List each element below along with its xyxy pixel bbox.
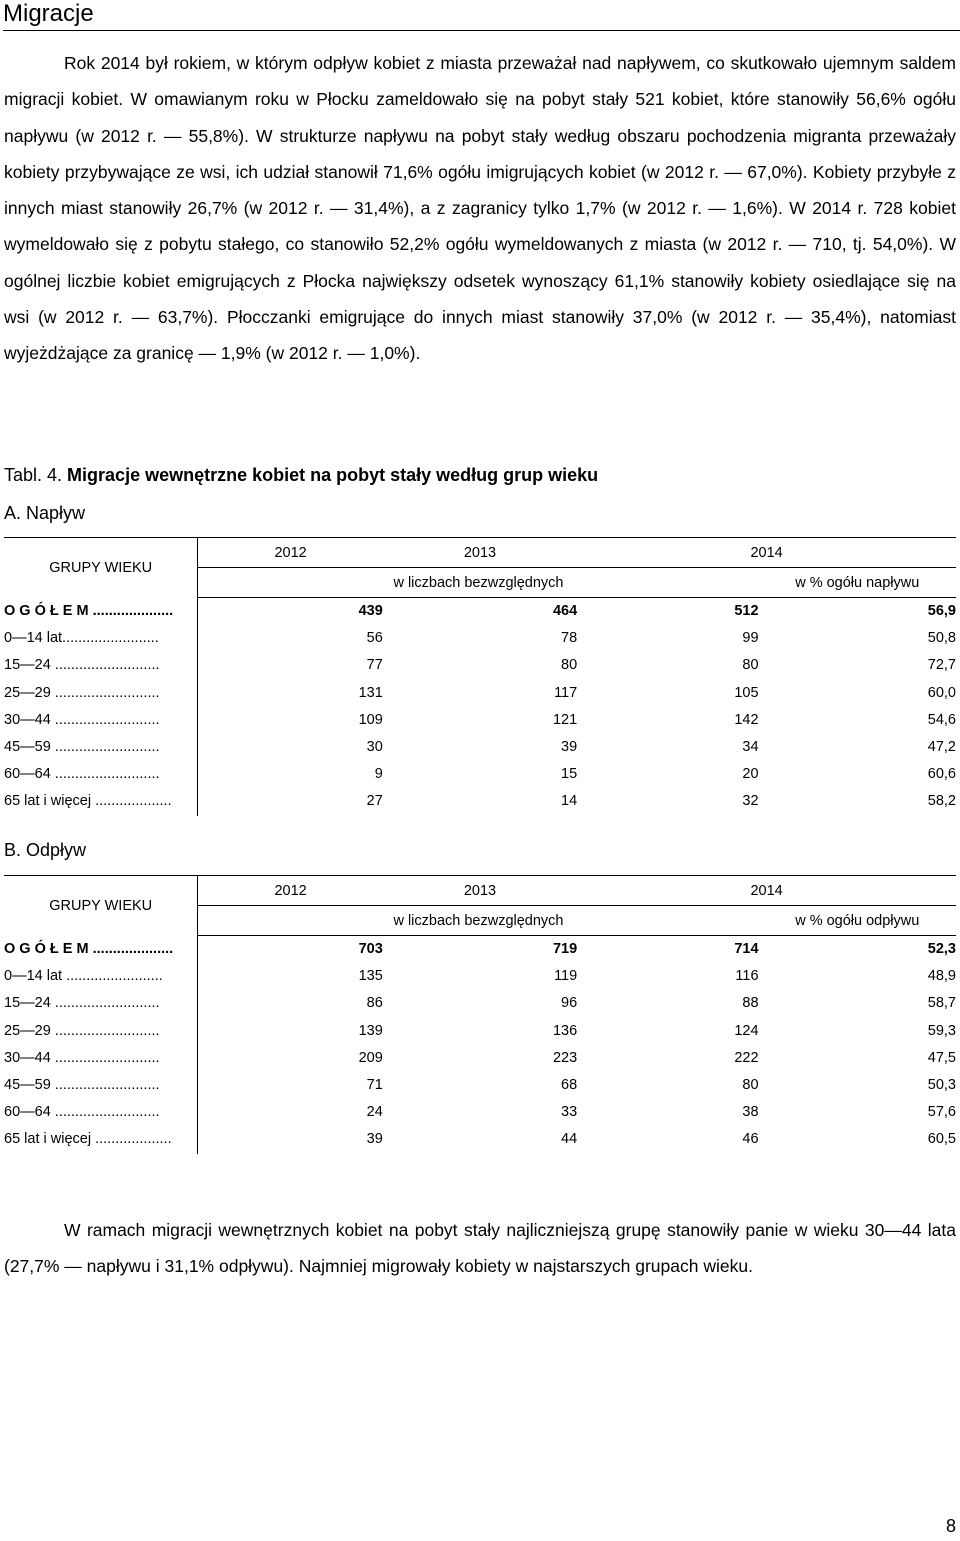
- age-group-label: 25—29 ..........................: [4, 680, 198, 707]
- value-2013: 719: [552, 941, 578, 957]
- age-group-header: GRUPY WIEKU: [4, 876, 198, 936]
- year-header: 2012: [198, 876, 383, 906]
- table-b-label: B. Odpływ: [4, 840, 87, 860]
- age-group-label: O G Ó Ł E M ....................: [4, 936, 198, 964]
- value-2012: 30: [366, 739, 383, 756]
- value-2013: 68: [561, 1077, 578, 1094]
- age-group-label: 15—24 ..........................: [4, 652, 198, 679]
- table-row: [4, 1045, 956, 1072]
- inflow-table: [4, 537, 956, 816]
- age-group-label: 60—64 ..........................: [4, 1099, 198, 1126]
- value-2012: 135: [358, 968, 383, 985]
- value-2012: 56: [366, 630, 383, 647]
- value-2014-percent: 47,5: [927, 1049, 956, 1066]
- value-2013: 14: [561, 793, 578, 810]
- value-2014-percent: 50,8: [927, 630, 956, 647]
- percent-units-header: w % ogółu odpływu: [759, 906, 956, 936]
- table-row: [4, 707, 956, 734]
- value-2012: 703: [358, 941, 383, 957]
- table-caption: Migracje wewnętrzne kobiet na pobyt stały według grup wieku: [67, 465, 599, 485]
- value-2012: 131: [358, 684, 383, 701]
- age-group-header: GRUPY WIEKU: [4, 538, 198, 598]
- value-2013: 117: [554, 684, 578, 701]
- value-2013: 464: [552, 603, 578, 619]
- value-2014-percent: 47,2: [927, 739, 956, 756]
- value-2014-percent: 58,7: [927, 995, 956, 1012]
- outflow-table: [4, 875, 956, 1154]
- value-2014-percent: 56,9: [927, 603, 956, 619]
- value-2012: 139: [358, 1022, 383, 1039]
- value-2013: 80: [561, 657, 578, 674]
- value-2012: 209: [358, 1049, 383, 1066]
- value-2013: 121: [552, 711, 578, 728]
- value-2012: 9: [374, 766, 383, 783]
- outflow-table-body: [4, 936, 956, 1154]
- absolute-units-header: w liczbach bezwzględnych: [198, 906, 759, 936]
- intro-paragraph-text: Rok 2014 był rokiem, w którym odpływ kobiet z miasta przeważał nad napływem, co skutkowało ujemnym saldem migracji kobiet. W omawianym roku w Płocku zameldowało się na pobyt stały 521 kobiet, które stanowiły 56,6% ogółu napływu (w 2012 r. — 55,8%). W strukturze napływu na pobyt stały według obszaru pochodzenia migranta przeważały kobiety przybywające ze wsi, ich udział stanowił 71,6% ogółu imigrujących kobiet (w 2012 r. — 67,0%). Kobiety przybyłe z innych miast stanowiły 26,7% (w 2012 r. — 31,4%), a z zagranicy tylko 1,7% (w 2012 r. — 1,6%). W 2014 r. 728 kobiet wymeldowało się z pobytu stałego, co stanowiło 52,2% ogółu wymeldowanych z miasta (w 2012 r. — 710, tj. 54,0%). W ogólnej liczbie kobiet emigrujących z Płocka największy odsetek wynoszący 61,1% stanowiły kobiety osiedlające się na wsi (w 2012 r. — 63,7%). Płocczanki emigrujące do innych miast stanowiły 37,0% (w 2012 r. — 35,4%), natomiast wyjeżdżające za granicę — 1,9% (w 2012 r. — 1,0%).: [4, 53, 956, 364]
- age-group-label: 45—59 ..........................: [4, 1072, 198, 1099]
- age-group-label: 65 lat i więcej ...................: [4, 788, 198, 815]
- age-group-label: 25—29 ..........................: [4, 1018, 198, 1045]
- table-a-label: A. Napływ: [4, 503, 86, 523]
- value-2014-percent: 48,9: [927, 968, 956, 985]
- value-2014: 46: [742, 1131, 759, 1148]
- value-2014: 34: [742, 739, 759, 756]
- value-2014-percent: 60,0: [927, 684, 956, 701]
- value-2013: 223: [552, 1049, 578, 1066]
- table-row: [4, 1018, 956, 1045]
- table-row: [4, 788, 956, 815]
- table-row: [4, 1072, 956, 1099]
- value-2012: 109: [358, 711, 383, 728]
- table-row: [4, 990, 956, 1017]
- age-group-label: O G Ó Ł E M ....................: [4, 598, 198, 626]
- value-2014-percent: 52,3: [927, 941, 956, 957]
- value-2014: 142: [734, 711, 759, 728]
- page-number: 8: [945, 1516, 956, 1536]
- value-2014-percent: 72,7: [927, 657, 956, 674]
- value-2013: 44: [561, 1131, 578, 1148]
- age-group-label: 0—14 lat ........................: [4, 963, 198, 990]
- value-2013: 96: [561, 995, 578, 1012]
- value-2014-percent: 57,6: [927, 1104, 956, 1121]
- value-2012: 27: [366, 793, 383, 810]
- table-row: [4, 963, 956, 990]
- inflow-table-body: [4, 598, 956, 816]
- year-header: 2012: [198, 538, 383, 568]
- value-2014-percent: 60,5: [927, 1131, 956, 1148]
- value-2014-percent: 60,6: [927, 766, 956, 783]
- value-2012: 71: [366, 1077, 383, 1094]
- value-2014-percent: 59,3: [927, 1022, 956, 1039]
- value-2012: 77: [366, 657, 383, 674]
- value-2013: 119: [554, 968, 578, 985]
- value-2014: 222: [734, 1049, 759, 1066]
- value-2014: 20: [742, 766, 759, 783]
- table-row: [4, 652, 956, 679]
- value-2014: 124: [734, 1022, 759, 1039]
- age-group-label: 65 lat i więcej ...................: [4, 1126, 198, 1153]
- value-2014: 32: [742, 793, 759, 810]
- value-2013: 78: [561, 630, 578, 647]
- year-header: 2013: [383, 538, 577, 568]
- age-group-label: 45—59 ..........................: [4, 734, 198, 761]
- value-2014-percent: 54,6: [927, 711, 956, 728]
- value-2013: 136: [552, 1022, 578, 1039]
- value-2012: 86: [366, 995, 383, 1012]
- table-row: [4, 1099, 956, 1126]
- value-2014: 38: [742, 1104, 759, 1121]
- summary-paragraph-text: W ramach migracji wewnętrznych kobiet na pobyt stały najliczniejszą grupę stanowiły panie w wieku 30—44 lata (27,7% — napływu i 31,1% odpływu). Najmniej migrowały kobiety w najstarszych grupach wieku.: [4, 1220, 956, 1277]
- value-2014: 512: [734, 603, 759, 619]
- table-row: [4, 734, 956, 761]
- value-2014: 88: [742, 995, 759, 1012]
- table-row: [4, 680, 956, 707]
- summary-paragraph: [4, 1212, 956, 1285]
- table-row: [4, 761, 956, 788]
- year-header: 2014: [577, 538, 956, 568]
- age-group-label: 30—44 ..........................: [4, 707, 198, 734]
- percent-units-header: w % ogółu napływu: [759, 568, 956, 598]
- table-total-row: [4, 936, 956, 964]
- value-2013: 15: [561, 766, 578, 783]
- value-2014: 116: [735, 968, 759, 985]
- year-header: 2014: [577, 876, 956, 906]
- table-title: [4, 463, 598, 487]
- value-2012: 24: [366, 1104, 383, 1121]
- value-2014: 80: [742, 657, 759, 674]
- table-row: [4, 625, 956, 652]
- absolute-units-header: w liczbach bezwzględnych: [198, 568, 759, 598]
- intro-paragraph: [4, 45, 956, 372]
- value-2014: 99: [742, 630, 759, 647]
- value-2014-percent: 50,3: [927, 1077, 956, 1094]
- value-2014: 80: [742, 1077, 759, 1094]
- value-2014-percent: 58,2: [927, 793, 956, 810]
- value-2013: 39: [561, 739, 578, 756]
- table-row: [4, 1126, 956, 1153]
- table-number: Tabl. 4.: [4, 465, 68, 485]
- age-group-label: 0—14 lat........................: [4, 625, 198, 652]
- value-2012: 39: [366, 1131, 383, 1148]
- section-heading: Migracje: [3, 0, 960, 31]
- table-total-row: [4, 598, 956, 626]
- age-group-label: 30—44 ..........................: [4, 1045, 198, 1072]
- value-2014: 105: [734, 684, 759, 701]
- age-group-label: 60—64 ..........................: [4, 761, 198, 788]
- year-header: 2013: [383, 876, 577, 906]
- value-2014: 714: [734, 941, 759, 957]
- value-2012: 439: [358, 603, 383, 619]
- age-group-label: 15—24 ..........................: [4, 990, 198, 1017]
- value-2013: 33: [561, 1104, 578, 1121]
